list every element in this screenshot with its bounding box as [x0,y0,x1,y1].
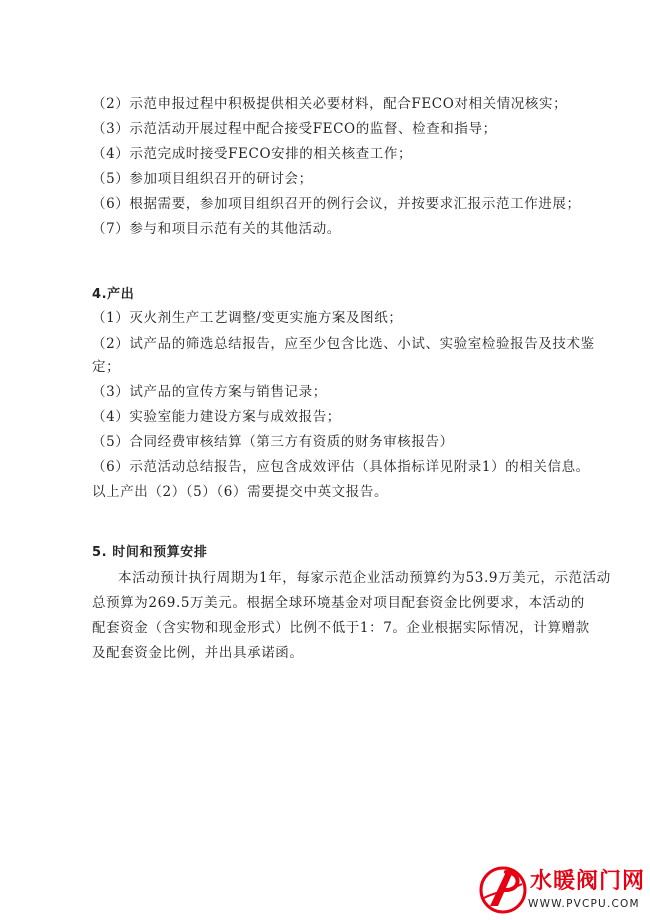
output-item-5: （5）合同经费审核结算（第三方有资质的财务审核报告） [92,434,454,450]
watermark-url: WWW.PVCPU.COM [528,898,640,910]
output-item-3: （3）试产品的宣传方案与销售记录； [92,384,327,400]
responsibility-item-3: （3）示范活动开展过程中配合接受FECO的监督、检查和指导； [92,121,497,137]
budget-paragraph-line-1: 本活动预计执行周期为1年，每家示范企业活动预算约为53.9万美元，示范活动 [118,570,611,586]
responsibility-item-6: （6）根据需要，参加项目组织召开的例行会议，并按要求汇报示范工作进展； [92,196,581,212]
output-item-4: （4）实验室能力建设方案与成效报告； [92,409,341,425]
budget-paragraph-line-4: 及配套资金比例，并出具承诺函。 [92,645,304,661]
site-logo-icon [476,862,530,916]
responsibility-item-4: （4）示范完成时接受FECO安排的相关核查工作； [92,146,413,162]
budget-paragraph-line-2: 总预算为269.5万美元。根据全球环境基金对项目配套资金比例要求，本活动的 [92,595,585,611]
output-note: 以上产出（2）（5）（6）需要提交中英文报告。 [92,484,389,500]
responsibility-item-5: （5）参加项目组织召开的研讨会； [92,171,313,187]
output-item-6: （6）示范活动总结报告，应包含成效评估（具体指标详见附录1）的相关信息。 [92,459,590,475]
output-item-2-continued: 定； [92,359,121,375]
site-watermark [468,858,650,920]
responsibility-item-2: （2）示范申报过程中积极提供相关必要材料，配合FECO对相关情况核实； [92,96,568,112]
section-heading-outputs: 4.产出 [92,287,135,302]
budget-paragraph-line-3: 配套资金（含实物和现金形式）比例不低于1：7。企业根据实际情况，计算赠款 [92,620,590,636]
responsibility-item-7: （7）参与和项目示范有关的其他活动。 [92,221,341,237]
output-item-2: （2）试产品的筛选总结报告，应至少包含比选、小试、实验室检验报告及技术鉴 [92,336,595,352]
output-item-1: （1）灭火剂生产工艺调整/变更实施方案及图纸； [92,310,403,326]
section-heading-schedule-budget: 5. 时间和预算安排 [92,545,208,560]
watermark-title: 水暖阀门网 [530,869,646,894]
